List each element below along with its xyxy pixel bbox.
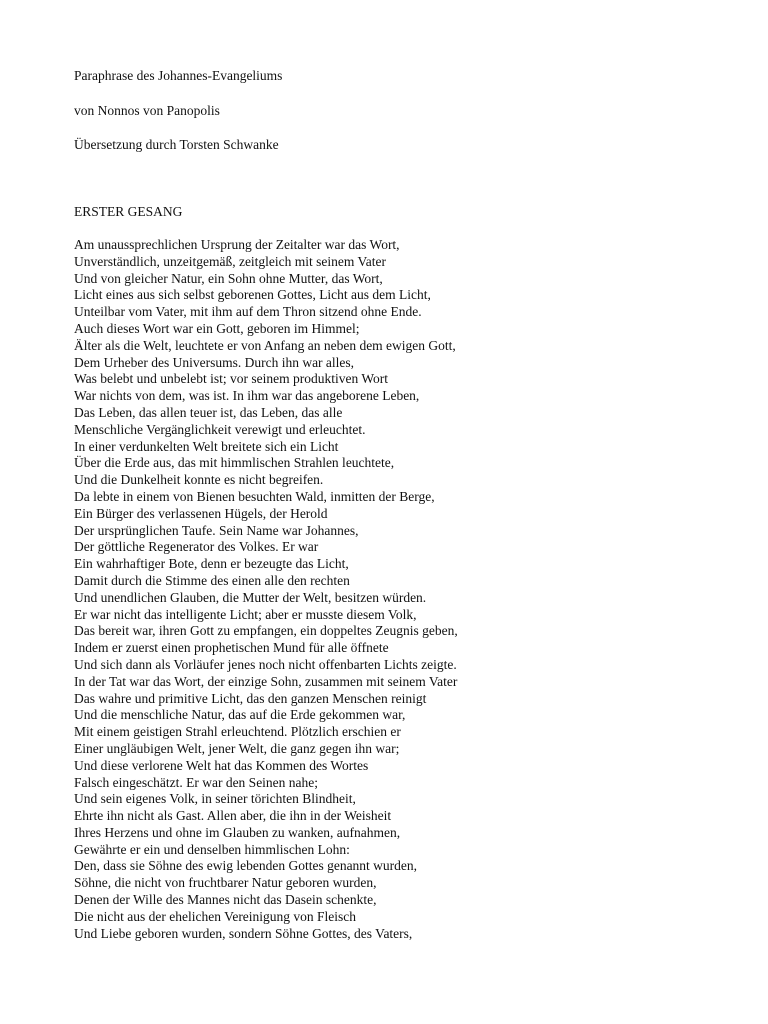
poem-line: Ein Bürger des verlassenen Hügels, der Herold (74, 505, 328, 521)
document-translation-credit: Übersetzung durch Torsten Schwanke (74, 137, 279, 152)
poem-line: Dem Urheber des Universums. Durch ihn war alles, (74, 354, 355, 370)
poem-line: Einer ungläubigen Welt, jener Welt, die ganz gegen ihn war; (74, 740, 400, 756)
section-heading: ERSTER GESANG (74, 204, 183, 219)
poem-line: Und sich dann als Vorläufer jenes noch nicht offenbarten Lichts zeigte. (74, 656, 457, 672)
document-title: Paraphrase des Johannes-Evangeliums (74, 68, 283, 83)
poem-line: War nichts von dem, was ist. In ihm war das angeborene Leben, (74, 388, 420, 404)
poem-line: Und diese verlorene Welt hat das Kommen des Wortes (74, 757, 369, 773)
poem-line: Und die menschliche Natur, das auf die Erde gekommen war, (74, 707, 406, 723)
poem-line: Indem er zuerst einen prophetischen Mund für alle öffnete (74, 640, 389, 656)
poem-line: Und sein eigenes Volk, in seiner törichten Blindheit, (74, 791, 356, 807)
poem-line: Am unaussprechlichen Ursprung der Zeitalter war das Wort, (74, 237, 400, 252)
poem-line: Unverständlich, unzeitgemäß, zeitgleich mit seinem Vater (74, 253, 387, 269)
poem-line: Und Liebe geboren wurden, sondern Söhne Gottes, des Vaters, (74, 925, 413, 941)
poem-line: Auch dieses Wort war ein Gott, geboren im Himmel; (74, 320, 360, 336)
poem-line: Damit durch die Stimme des einen alle den rechten (74, 572, 350, 588)
poem-line: Das Leben, das allen teuer ist, das Leben, das alle (74, 404, 343, 420)
poem-line: Der göttliche Regenerator des Volkes. Er war (74, 539, 319, 555)
poem-line: Der ursprünglichen Taufe. Sein Name war Johannes, (74, 522, 359, 538)
poem-line: Den, dass sie Söhne des ewig lebenden Gottes genannt wurden, (74, 858, 418, 874)
poem-line: Ihres Herzens und ohne im Glauben zu wanken, aufnahmen, (74, 824, 401, 840)
poem-line: Und die Dunkelheit konnte es nicht begreifen. (74, 472, 324, 488)
poem-text (74, 237, 458, 942)
document-author: von Nonnos von Panopolis (74, 103, 220, 118)
poem-line: Da lebte in einem von Bienen besuchten Wald, inmitten der Berge, (74, 488, 435, 504)
poem-line: Das bereit war, ihren Gott zu empfangen, ein doppeltes Zeugnis geben, (74, 623, 458, 639)
poem-line: Älter als die Welt, leuchtete er von Anfang an neben dem ewigen Gott, (74, 337, 456, 353)
poem-line: Söhne, die nicht von fruchtbarer Natur geboren wurden, (74, 875, 377, 891)
poem-line: Menschliche Vergänglichkeit verewigt und erleuchtet. (74, 421, 366, 437)
poem-line: Unteilbar vom Vater, mit ihm auf dem Thron sitzend ohne Ende. (74, 304, 422, 320)
poem-line: In einer verdunkelten Welt breitete sich ein Licht (74, 438, 339, 454)
poem-line: Denen der Wille des Mannes nicht das Dasein schenkte, (74, 892, 377, 908)
poem-line: Über die Erde aus, das mit himmlischen Strahlen leuchtete, (74, 455, 395, 471)
poem-line: Licht eines aus sich selbst geborenen Gottes, Licht aus dem Licht, (74, 287, 431, 303)
poem-line: Und unendlichen Glauben, die Mutter der Welt, besitzen würden. (74, 589, 427, 605)
poem-line: Das wahre und primitive Licht, das den ganzen Menschen reinigt (74, 690, 427, 706)
poem-line: Gewährte er ein und denselben himmlischen Lohn: (74, 841, 350, 857)
poem-line: Die nicht aus der ehelichen Vereinigung von Fleisch (74, 908, 357, 924)
poem-line: Ehrte ihn nicht als Gast. Allen aber, die ihn in der Weisheit (74, 808, 392, 824)
poem-line: Und von gleicher Natur, ein Sohn ohne Mutter, das Wort, (74, 270, 383, 286)
poem-line: In der Tat war das Wort, der einzige Sohn, zusammen mit seinem Vater (74, 673, 458, 689)
poem-line: Ein wahrhaftiger Bote, denn er bezeugte das Licht, (74, 556, 349, 572)
poem-line: Er war nicht das intelligente Licht; aber er musste diesem Volk, (74, 606, 417, 622)
poem-line: Was belebt und unbelebt ist; vor seinem produktiven Wort (74, 371, 389, 387)
poem-line: Falsch eingeschätzt. Er war den Seinen nahe; (74, 774, 319, 790)
poem-line: Mit einem geistigen Strahl erleuchtend. Plötzlich erschien er (74, 724, 401, 740)
